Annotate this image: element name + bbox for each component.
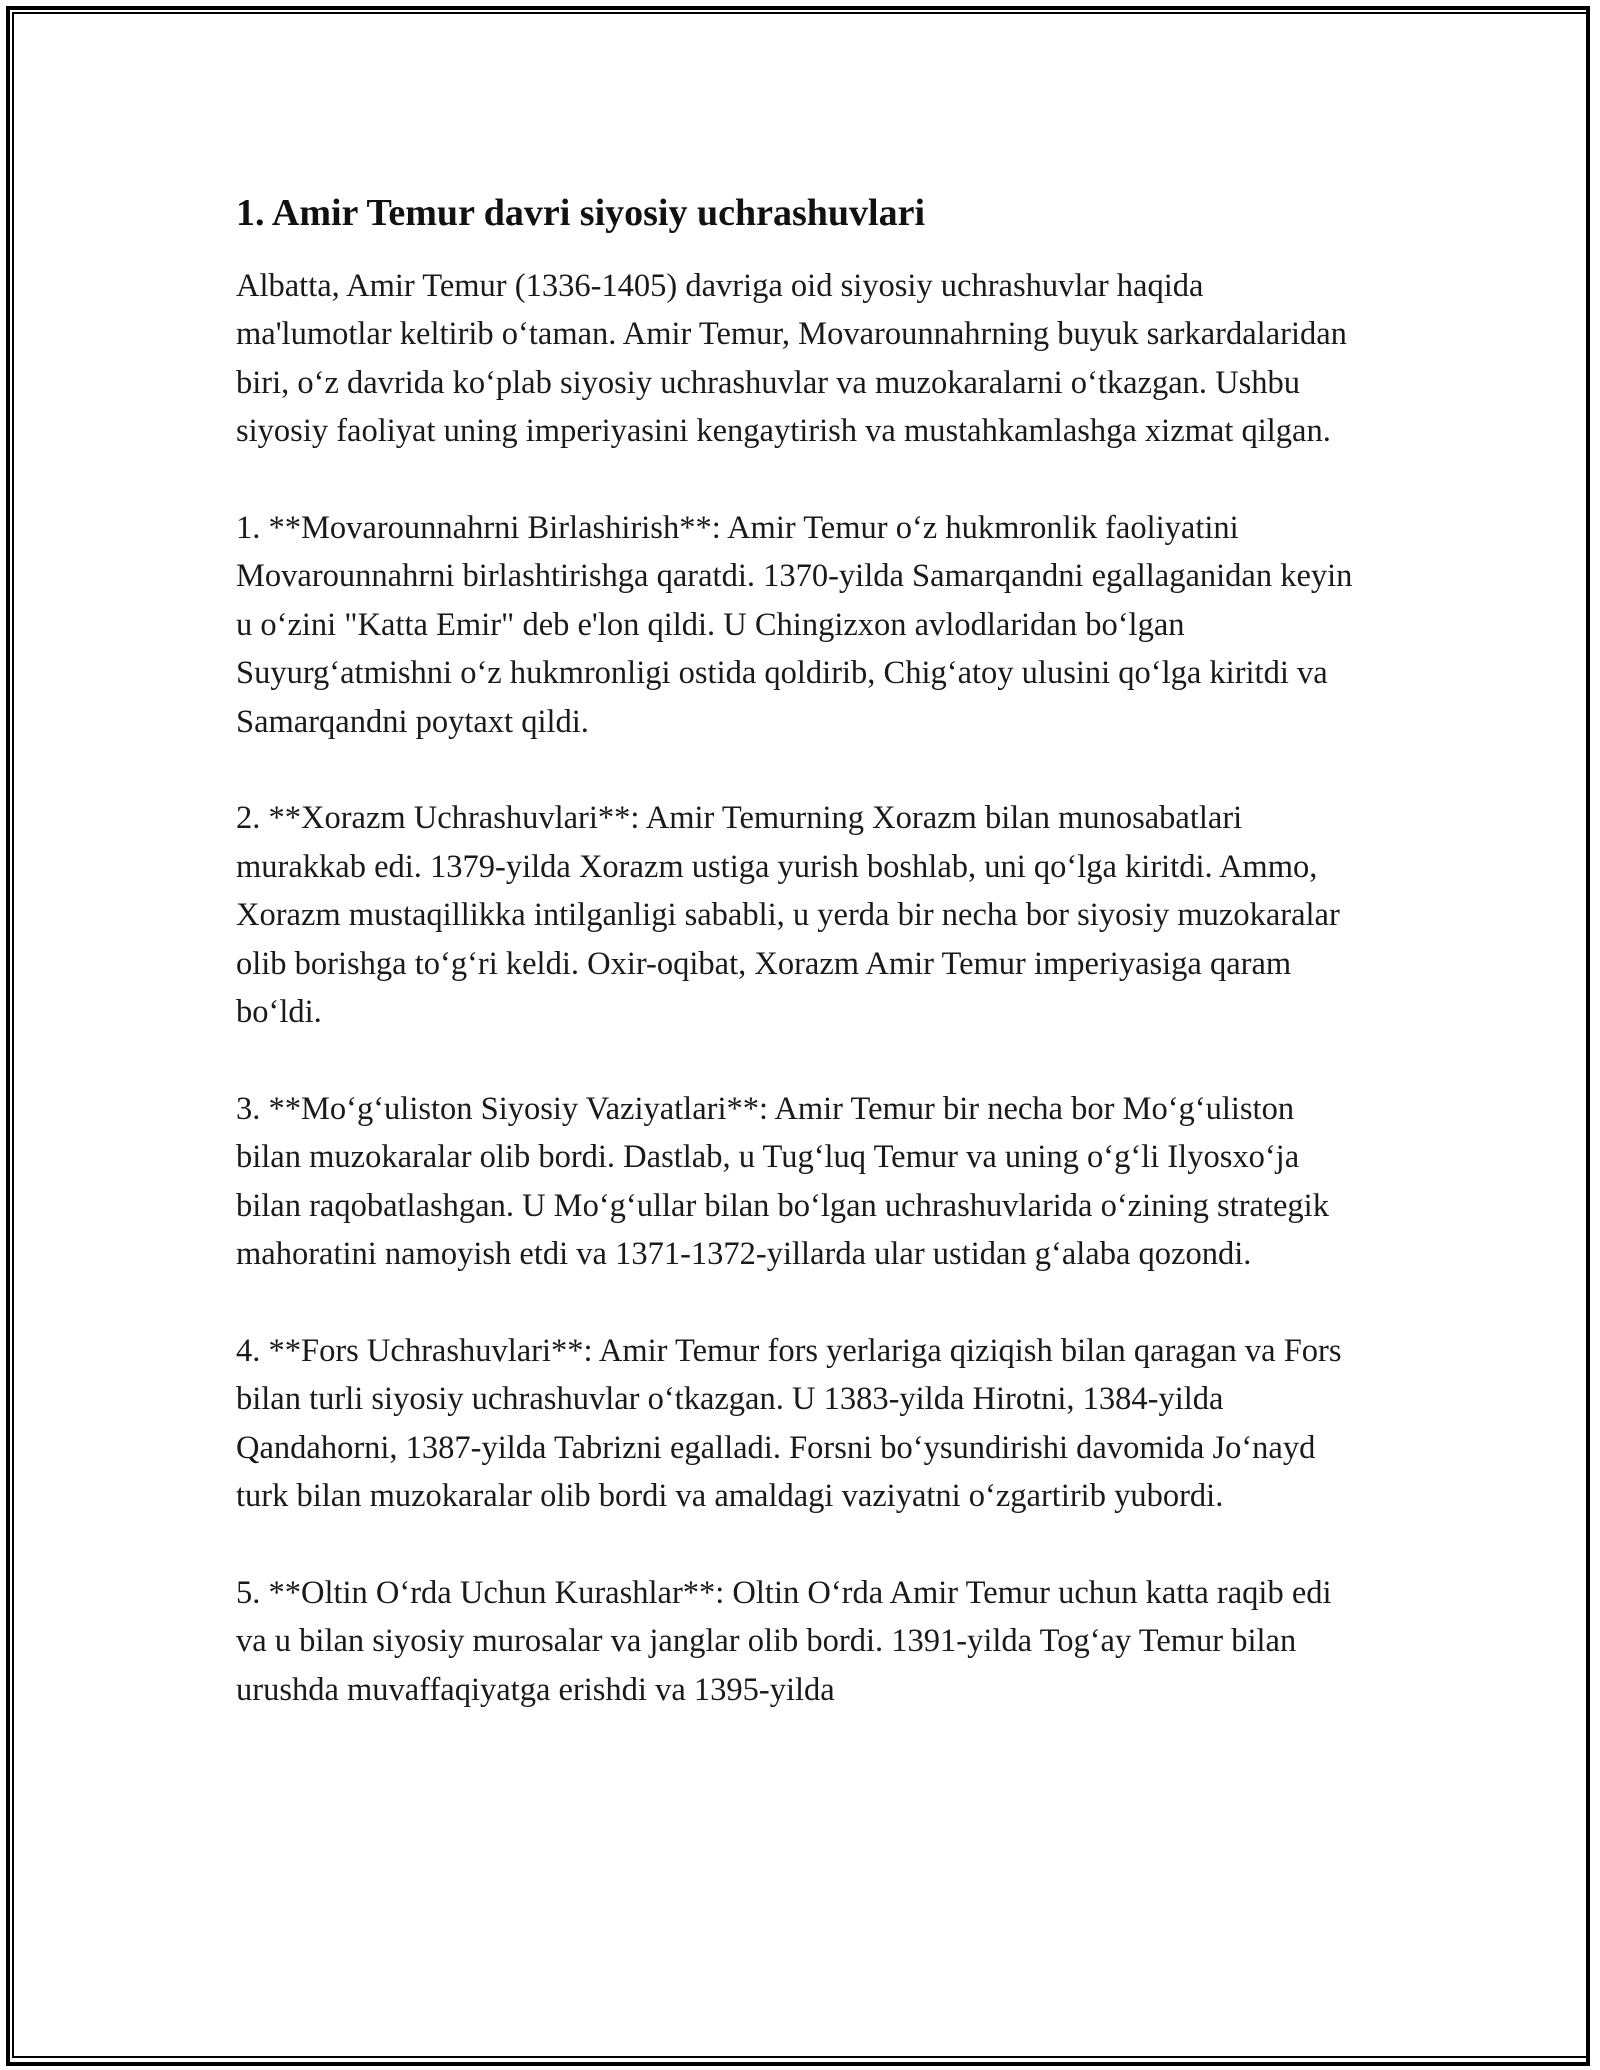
paragraph-movarounnahr: 1. **Movarounnahrni Birlashirish**: Amir Temur o‘z hukmronlik faoliyatini Movarounnahrni birlashtirishga qaratdi. 1370-yilda Samarqandni egallaganidan keyin u o‘zini "Katta Emir" deb e'lon qildi. U Chingizxon avlodlaridan bo‘lgan Suyurg‘atmishni o‘z hukmronligi ostida qoldirib, Chig‘atoy ulusini qo‘lga kiritdi va Samarqandni poytaxt qildi. (236, 510, 1353, 740)
paragraph-xorazm: 2. **Xorazm Uchrashuvlari**: Amir Temurning Xorazm bilan munosabatlari murakkab edi. 1379-yilda Xorazm ustiga yurish boshlab, uni qo‘lga kiritdi. Ammo, Xorazm mustaqillikka intilganligi sababli, u yerda bir necha bor siyosiy muzokaralar olib borishga to‘g‘ri keldi. Oxir-oqibat, Xorazm Amir Temur imperiyasiga qaram bo‘ldi. (236, 800, 1340, 1031)
section-heading: 1. Amir Temur davri siyosiy uchrashuvlari (236, 192, 926, 234)
paragraph-fors: 4. **Fors Uchrashuvlari**: Amir Temur fors yerlariga qiziqish bilan qaragan va Fors bilan turli siyosiy uchrashuvlar o‘tkazgan. U 1383-yilda Hirotni, 1384-yilda Qandahorni, 1387-yilda Tabrizni egalladi. Forsni bo‘ysundirishi davomida Jo‘nayd turk bilan muzokaralar olib bordi va amaldagi vaziyatni o‘zgartirib yubordi. (236, 1332, 1342, 1515)
document-body (236, 188, 1361, 1763)
paragraph-moguliston: 3. **Mo‘g‘uliston Siyosiy Vaziyatlari**: Amir Temur bir necha bor Mo‘g‘uliston bilan muzokaralar olib bordi. Dastlab, u Tug‘luq Temur va uning o‘g‘li Ilyosxo‘ja bilan raqobatlashgan. U Mo‘g‘ullar bilan bo‘lgan uchrashuvlarida o‘zining strategik mahoratini namoyish etdi va 1371-1372-yillarda ular ustidan g‘alaba qozondi. (236, 1090, 1329, 1273)
paragraph-oltin-orda: 5. **Oltin O‘rda Uchun Kurashlar**: Oltin O‘rda Amir Temur uchun katta raqib edi va u bilan siyosiy murosalar va janglar olib bordi. 1391-yilda Tog‘ay Temur bilan urushda muvaffaqiyatga erishdi va 1395-yilda (236, 1574, 1332, 1708)
intro-paragraph: Albatta, Amir Temur (1336-1405) davriga oid siyosiy uchrashuvlar haqida ma'lumotlar keltirib o‘taman. Amir Temur, Movarounnahrning buyuk sarkardalaridan biri, o‘z davrida ko‘plab siyosiy uchrashuvlar va muzokaralarni o‘tkazgan. Ushbu siyosiy faoliyat uning imperiyasini kengaytirish va mustahkamlashga xizmat qilgan. (236, 268, 1347, 450)
